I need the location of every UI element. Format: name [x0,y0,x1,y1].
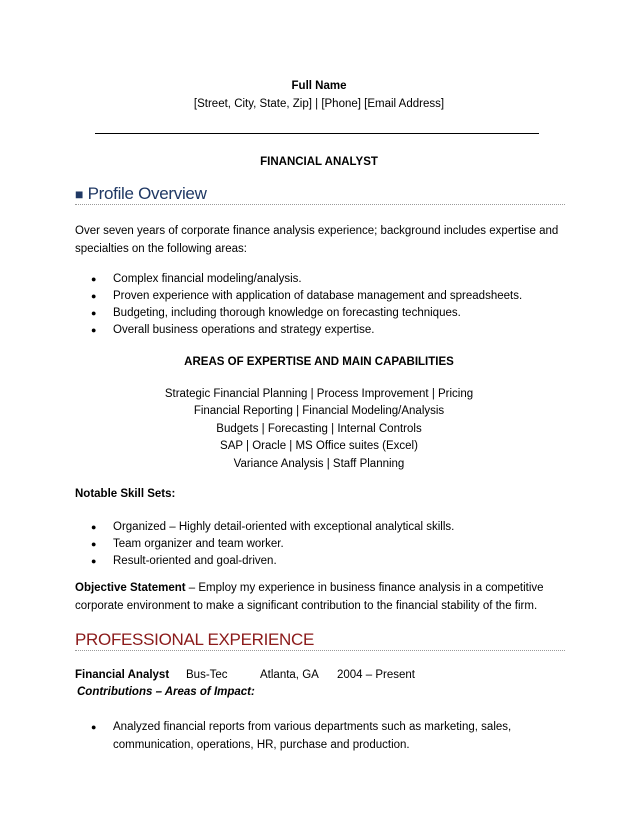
bullet-icon: ● [91,722,97,732]
job-title: FINANCIAL ANALYST [260,156,378,168]
expertise-line: SAP | Oracle | MS Office suites (Excel) [220,440,418,453]
expertise-heading: AREAS OF EXPERTISE AND MAIN CAPABILITIES [184,356,454,368]
experience-bullet-list [75,718,565,754]
bullet-icon: ● [91,325,97,335]
list-item: ● Analyzed financial reports from various departments such as marketing, sales, communication, operations, HR, purchase and production. [75,718,565,754]
header-divider [95,133,539,134]
full-name: Full Name [291,80,347,92]
contributions-label: Contributions – Areas of Impact: [77,686,255,698]
list-item: ● Team organizer and team worker. [75,536,565,553]
profile-intro-line: specialties on the following areas: [75,243,247,255]
objective-text: corporate environment to make a significant contribution to the financial stability of the firm. [75,600,538,612]
profile-bullet-list [75,271,565,339]
bullet-icon: ● [91,291,97,301]
job-role: Financial Analyst [75,669,170,681]
objective-label: Objective Statement [75,582,186,594]
job-location: Atlanta, GA [260,669,319,681]
profile-heading [75,184,207,204]
square-bullet-icon: ■ [75,186,84,202]
job-company: Bus-Tec [186,669,228,681]
list-item: ● Result-oriented and goal-driven. [75,553,565,570]
bullet-icon: ● [91,539,97,549]
job-dates: 2004 – Present [337,669,416,681]
list-item: ● Organized – Highly detail-oriented with exceptional analytical skills. [75,519,565,536]
list-item: ● Proven experience with application of database management and spreadsheets. [75,288,565,305]
bullet-icon: ● [91,556,97,566]
objective-text: – Employ my experience in business finance analysis in a competitive [185,582,544,594]
list-item: ● Overall business operations and strategy expertise. [75,322,565,339]
list-item: ● Budgeting, including thorough knowledge on forecasting techniques. [75,305,565,322]
expertise-line: Financial Reporting | Financial Modeling/Analysis [193,405,445,418]
experience-divider [75,650,565,651]
job-row [0,669,638,685]
bullet-icon: ● [91,274,97,284]
profile-heading-text: Profile Overview [87,184,207,203]
expertise-line: Strategic Financial Planning | Process Improvement | Pricing [164,388,474,400]
list-item: ● Complex financial modeling/analysis. [75,271,565,288]
contact-line: [Street, City, State, Zip] | [Phone] [Email Address] [193,98,445,110]
bullet-icon: ● [91,522,97,532]
skills-bullet-list [75,519,565,570]
experience-heading: PROFESSIONAL EXPERIENCE [75,630,315,649]
expertise-line: Variance Analysis | Staff Planning [233,457,405,470]
profile-intro-line: Over seven years of corporate finance analysis experience; background includes expertise and [75,225,559,237]
objective-statement [75,579,565,615]
profile-divider [75,204,565,205]
bullet-icon: ● [91,308,97,318]
expertise-lines [0,386,638,473]
profile-intro [75,222,565,258]
expertise-line: Budgets | Forecasting | Internal Controls [216,422,422,435]
skills-heading: Notable Skill Sets: [75,488,176,500]
